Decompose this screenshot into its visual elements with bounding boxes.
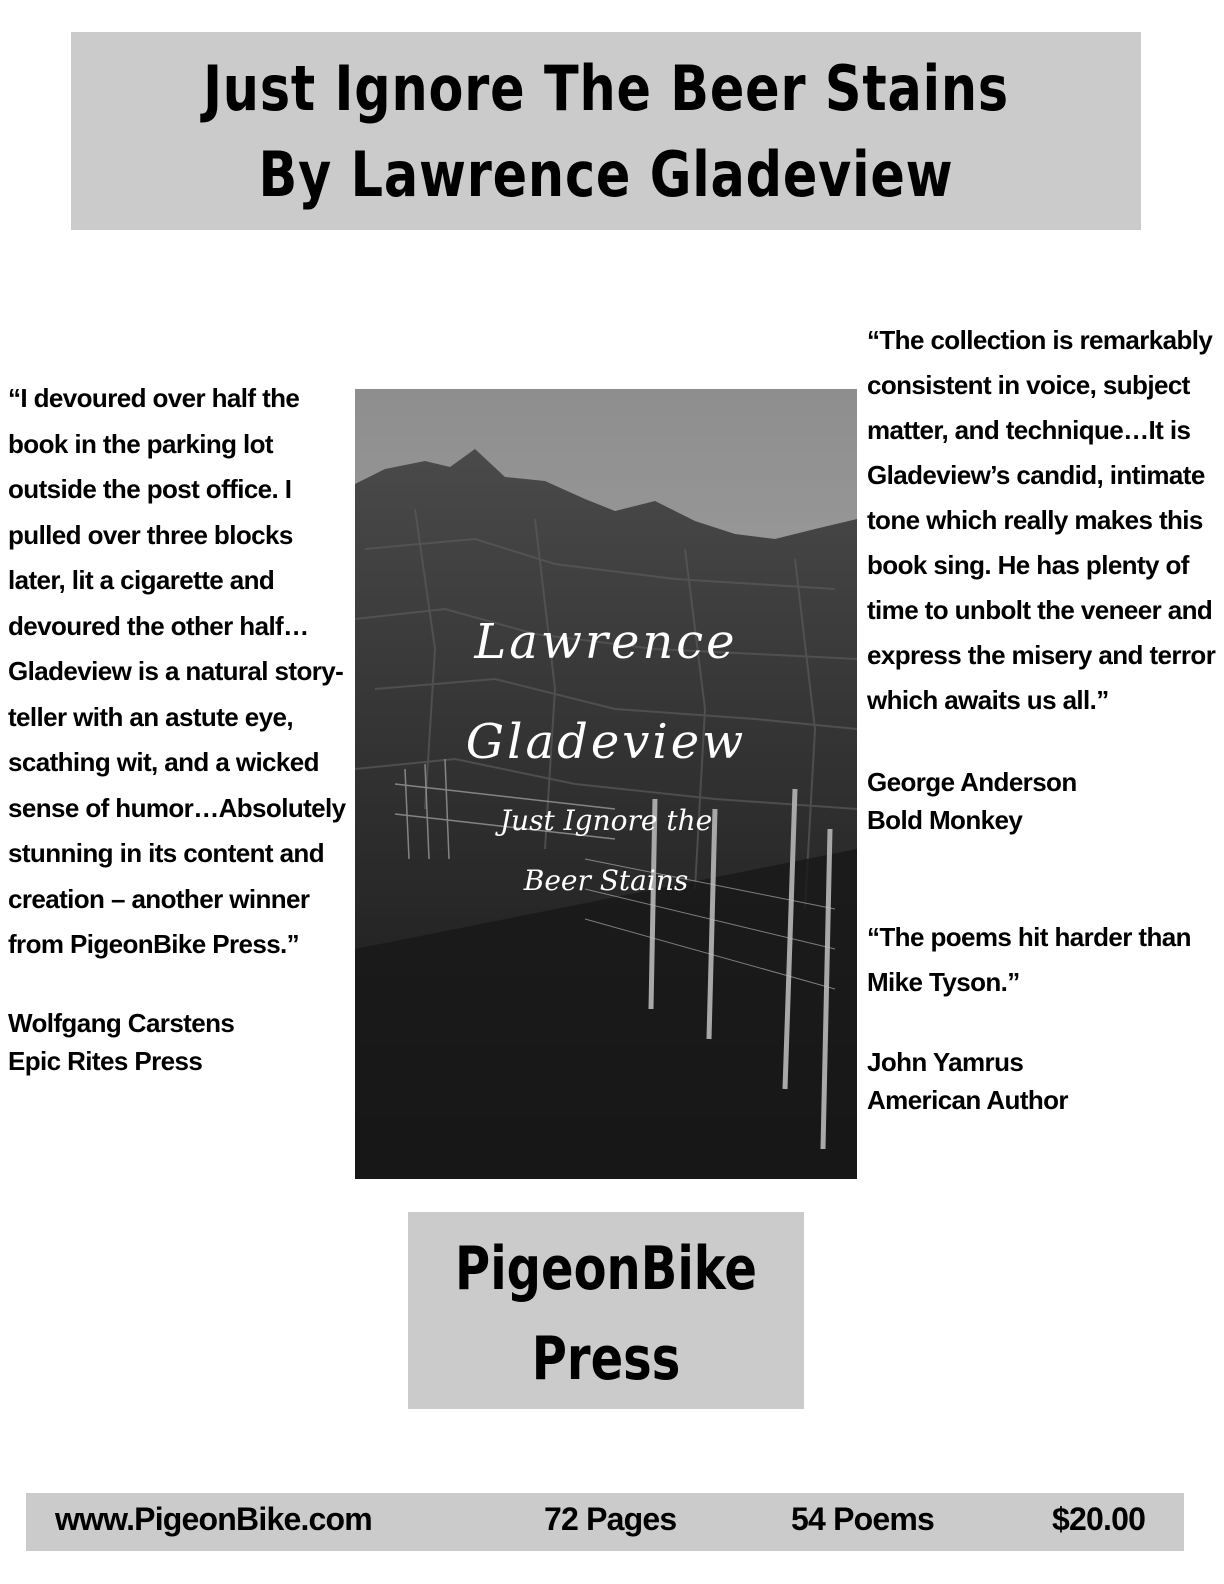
right-review-1-affiliation: Bold Monkey — [867, 805, 1023, 835]
publisher-url[interactable]: www.PigeonBike.com — [55, 1501, 372, 1537]
book-title: Just Ignore The Beer Stains — [203, 52, 1009, 125]
page-count: 72 Pages — [544, 1501, 677, 1537]
book-cover-image — [355, 389, 857, 1179]
left-review-affiliation: Epic Rites Press — [8, 1045, 203, 1076]
book-byline: By Lawrence Gladeview — [258, 138, 954, 211]
title-banner — [71, 32, 1141, 230]
left-review-author: Wolfgang Carstens — [8, 1007, 235, 1038]
cover-title-line1: Just Ignore the — [499, 804, 713, 837]
right-review-2-affiliation: American Author — [867, 1085, 1068, 1115]
left-review — [8, 376, 352, 1080]
publisher-name-line2: Press — [531, 1324, 681, 1394]
footer-bar — [26, 1493, 1184, 1551]
poem-count: 54 Poems — [791, 1501, 935, 1537]
publisher-banner — [408, 1212, 804, 1409]
right-reviews — [867, 318, 1217, 1119]
cover-author-first: Lawrence — [474, 614, 738, 670]
cover-title-line2: Beer Stains — [523, 864, 689, 897]
right-review-2-author: John Yamrus — [867, 1047, 1024, 1077]
right-review-2-quote: “The poems hit harder than Mike Tyson.” — [867, 922, 1191, 997]
cover-author-last: Gladeview — [465, 714, 747, 770]
price: $20.00 — [1052, 1501, 1146, 1537]
right-review-1-quote: “The collection is remarkably consistent in voice, subject matter, and technique…It is Gladeview’s candid, intimate tone which really makes this book sing. He has plenty of time to unbolt the veneer and express the misery and terror which awaits us all.” — [867, 325, 1216, 715]
publisher-name-line1: PigeonBike — [455, 1234, 757, 1304]
left-review-quote: “I devoured over half the book in the parking lot outside the post office. I pulled over three blocks later, lit a cigarette and devoured the other half…Gladeview is a natural story-teller with an astute eye, scathing wit, and a wicked sense of humor…Absolutely stunning in its content and creation – another winner from PigeonBike Press.” — [8, 383, 346, 959]
cover-landscape — [355, 389, 857, 1179]
right-review-1-author: George Anderson — [867, 767, 1077, 797]
